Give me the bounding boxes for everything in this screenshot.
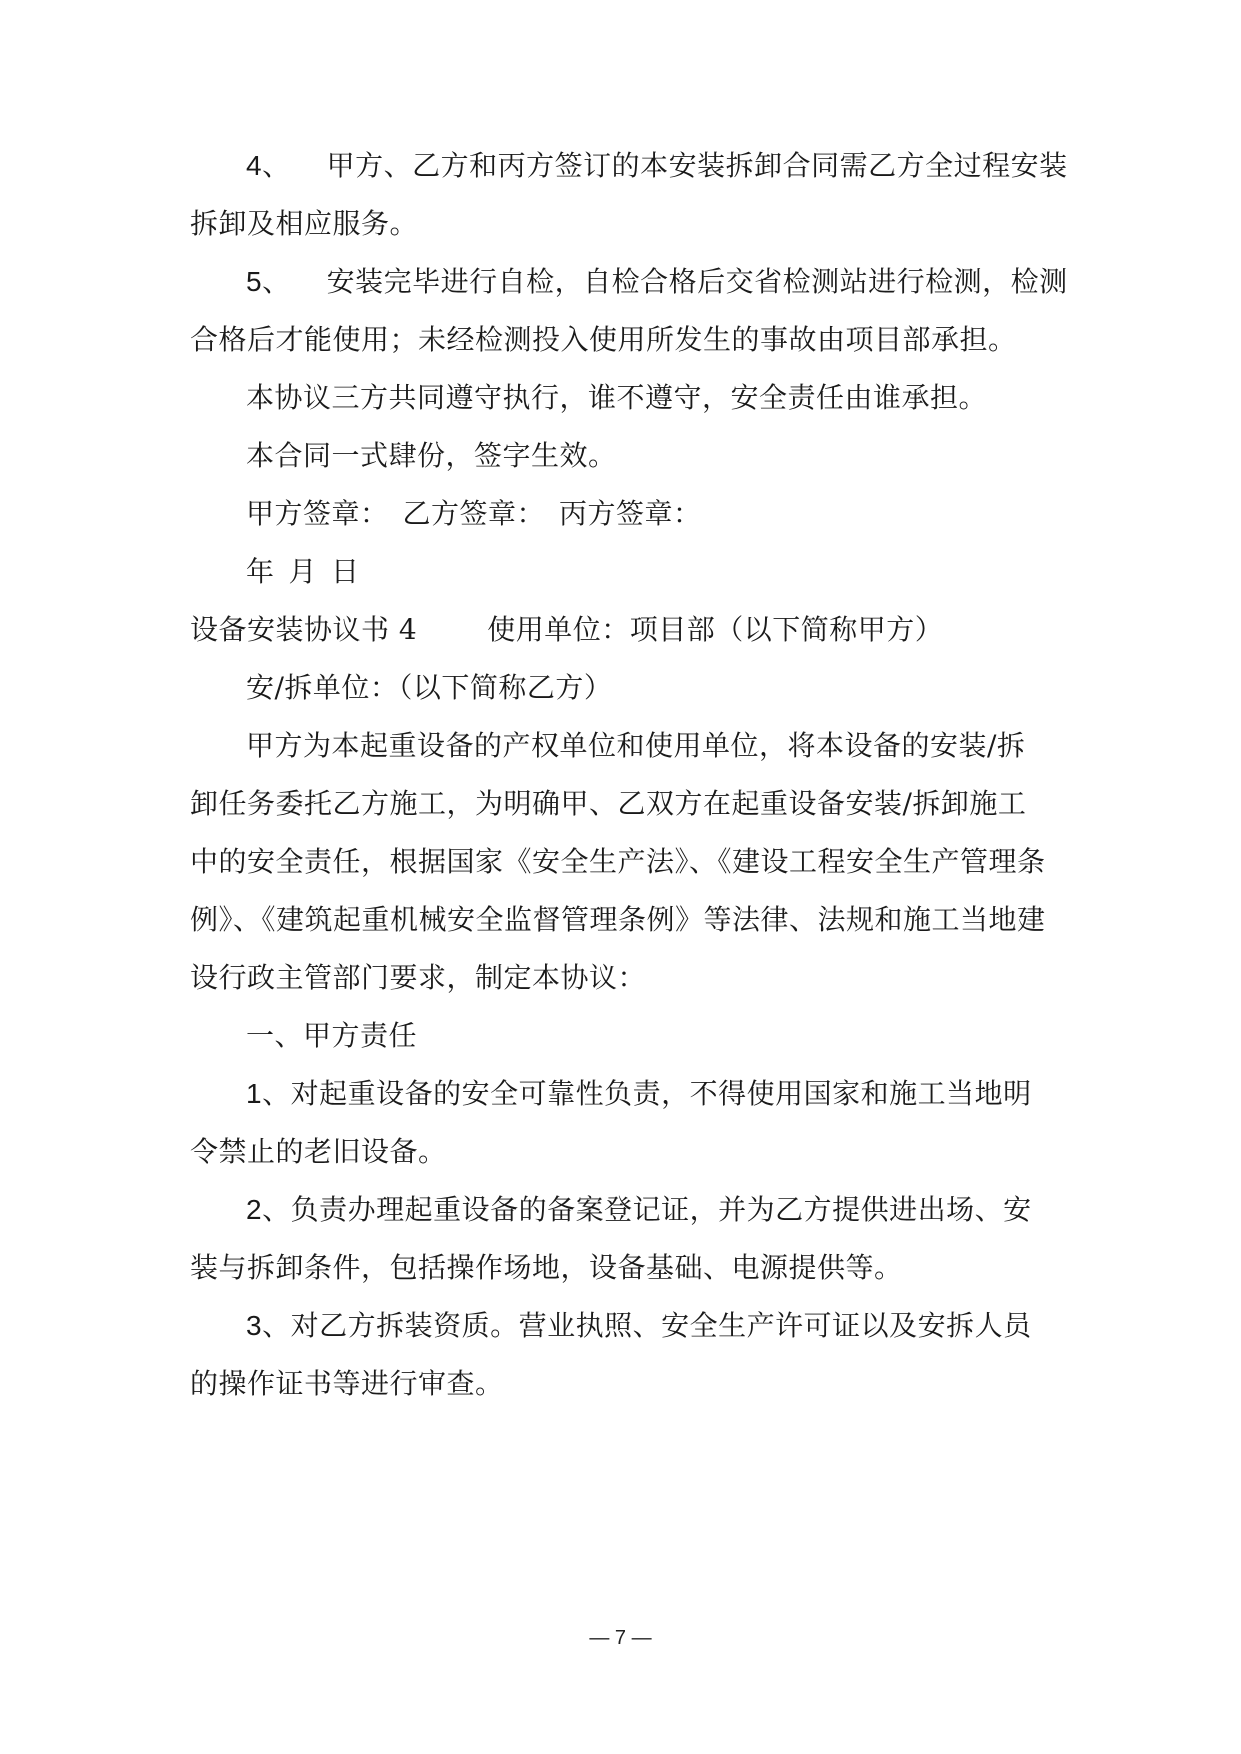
- intro-line-1: 甲方为本起重设备的产权单位和使用单位，将本设备的安装/拆: [246, 729, 1026, 762]
- paragraph-5-number: 5、: [246, 266, 291, 297]
- item-3-text-1: 、对乙方拆装资质。营业执照、安全生产许可证以及安拆人员: [262, 1309, 1032, 1342]
- comply-paragraph: 本协议三方共同遵守执行，谁不遵守，安全责任由谁承担。: [246, 381, 988, 414]
- intro-line-3: 中的安全责任，根据国家《安全生产法》、《建设工程安全生产管理条: [190, 845, 1046, 878]
- paragraph-5-line-2: 合格后才能使用；未经检测投入使用所发生的事故由项目部承担。: [190, 323, 1017, 356]
- copies-paragraph: 本合同一式肆份，签字生效。: [246, 439, 617, 472]
- item-2-text-1: 、负责办理起重设备的备案登记证，并为乙方提供进出场、安: [262, 1193, 1032, 1226]
- intro-line-5: 设行政主管部门要求，制定本协议：: [190, 961, 647, 994]
- section-1-title: 一、甲方责任: [246, 1019, 418, 1052]
- paragraph-5-text-1: 安装完毕进行自检，自检合格后交省检测站进行检测，检测: [326, 265, 1068, 298]
- item-3-number: 3: [246, 1310, 263, 1341]
- item-1-number: 1: [246, 1078, 263, 1109]
- date-line: [246, 552, 360, 592]
- date-year: 年: [246, 555, 275, 588]
- item-2-number: 2: [246, 1194, 263, 1225]
- agreement-title: 设备安装协议书 4: [190, 613, 418, 646]
- party-c-signature-label: 丙方签章：: [559, 497, 702, 530]
- paragraph-5-line-1: [246, 262, 1068, 302]
- item-3-line-2: 的操作证书等进行审查。: [190, 1367, 504, 1400]
- intro-line-2: 卸任务委托乙方施工，为明确甲、乙双方在起重设备安装/拆卸施工: [190, 787, 1027, 820]
- party-a-signature-label: 甲方签章：: [246, 497, 389, 530]
- agreement-heading-line: [190, 610, 943, 650]
- item-1-line-2: 令禁止的老旧设备。: [190, 1135, 447, 1168]
- paragraph-4-number: 4、: [246, 150, 291, 181]
- date-day: 日: [331, 555, 360, 588]
- page-number: — 7 —: [589, 1627, 652, 1649]
- item-3-line-1: [246, 1306, 1032, 1346]
- paragraph-4-line-1: [246, 146, 1068, 186]
- date-month: 月: [288, 555, 318, 588]
- paragraph-4-text-1: 甲方、乙方和丙方签订的本安装拆卸合同需乙方全过程安装: [326, 149, 1068, 182]
- item-2-line-1: [246, 1190, 1032, 1230]
- item-2-line-2: 装与拆卸条件，包括操作场地，设备基础、电源提供等。: [190, 1251, 903, 1284]
- item-1-line-1: [246, 1074, 1032, 1114]
- item-1-text-1: 、对起重设备的安全可靠性负责，不得使用国家和施工当地明: [262, 1077, 1032, 1110]
- signature-line: [246, 494, 702, 534]
- installer-unit: 安/拆单位：（以下简称乙方）: [246, 671, 613, 704]
- party-b-signature-label: 乙方签章：: [402, 497, 546, 530]
- user-unit: 使用单位：项目部（以下简称甲方）: [487, 613, 944, 646]
- paragraph-4-line-2: 拆卸及相应服务。: [190, 207, 419, 240]
- intro-line-4: 例》、《建筑起重机械安全监督管理条例》等法律、法规和施工当地建: [190, 903, 1046, 936]
